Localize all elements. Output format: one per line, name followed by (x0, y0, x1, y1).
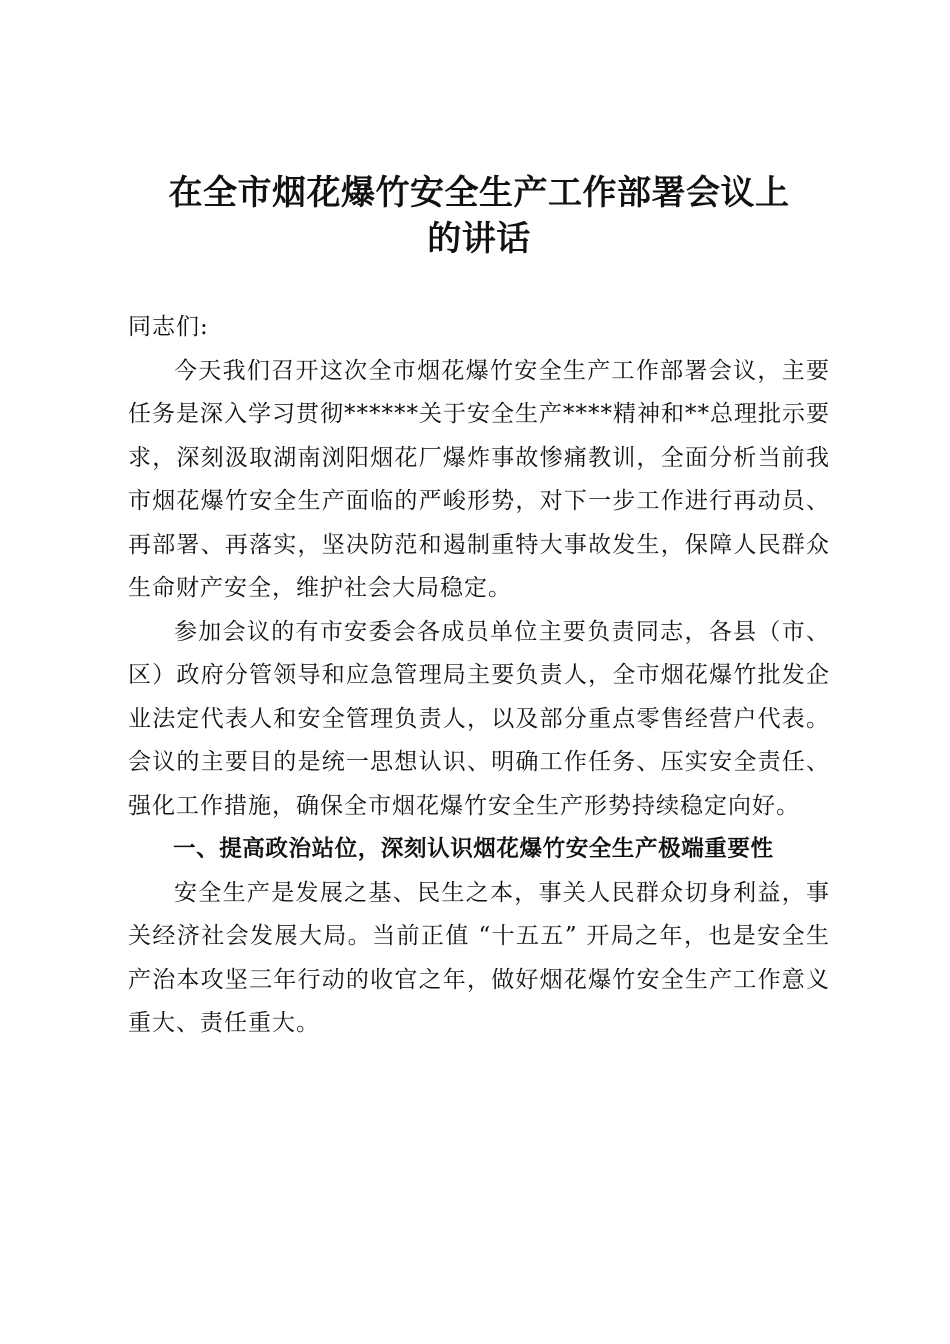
section-heading-1: 一、提高政治站位，深刻认识烟花爆竹安全生产极端重要性 (173, 836, 774, 862)
title-line-2: 的讲话 (427, 219, 531, 259)
paragraph-section-1: 安全生产是发展之基、民生之本，事关人民群众切身利益，事关经济社会发展大局。当前正值 “十五五” 开局之年，也是安全生产治本攻坚三年行动的收官之年，做好烟花爆竹安全生产工作意义重大、责任重大。 (128, 879, 830, 1036)
title-line-1: 在全市烟花爆竹安全生产工作部署会议上 (168, 173, 790, 213)
paragraph-opening: 今天我们召开这次全市烟花爆竹安全生产工作部署会议，主要任务是深入学习贯彻******关于安全生产****精神和**总理批示要求，深刻汲取湖南浏阳烟花厂爆炸事故惨痛教训，全面分析当前我市烟花爆竹安全生产面临的严峻形势，对下一步工作进行再动员、再部署、再落实，坚决防范和遏制重特大事故发生，保障人民群众生命财产安全，维护社会大局稳定。 (128, 357, 830, 601)
document-title (128, 170, 830, 262)
document-body (128, 306, 830, 1046)
salutation: 同志们: (128, 314, 209, 340)
paragraph-attendees: 参加会议的有市安委会各成员单位主要负责同志，各县（市、区）政府分管领导和应急管理局主要负责人，全市烟花爆竹批发企业法定代表人和安全管理负责人，以及部分重点零售经营户代表。会议的主要目的是统一思想认识、明确工作任务、压实安全责任、强化工作措施，确保全市烟花爆竹安全生产形势持续稳定向好。 (128, 618, 830, 819)
